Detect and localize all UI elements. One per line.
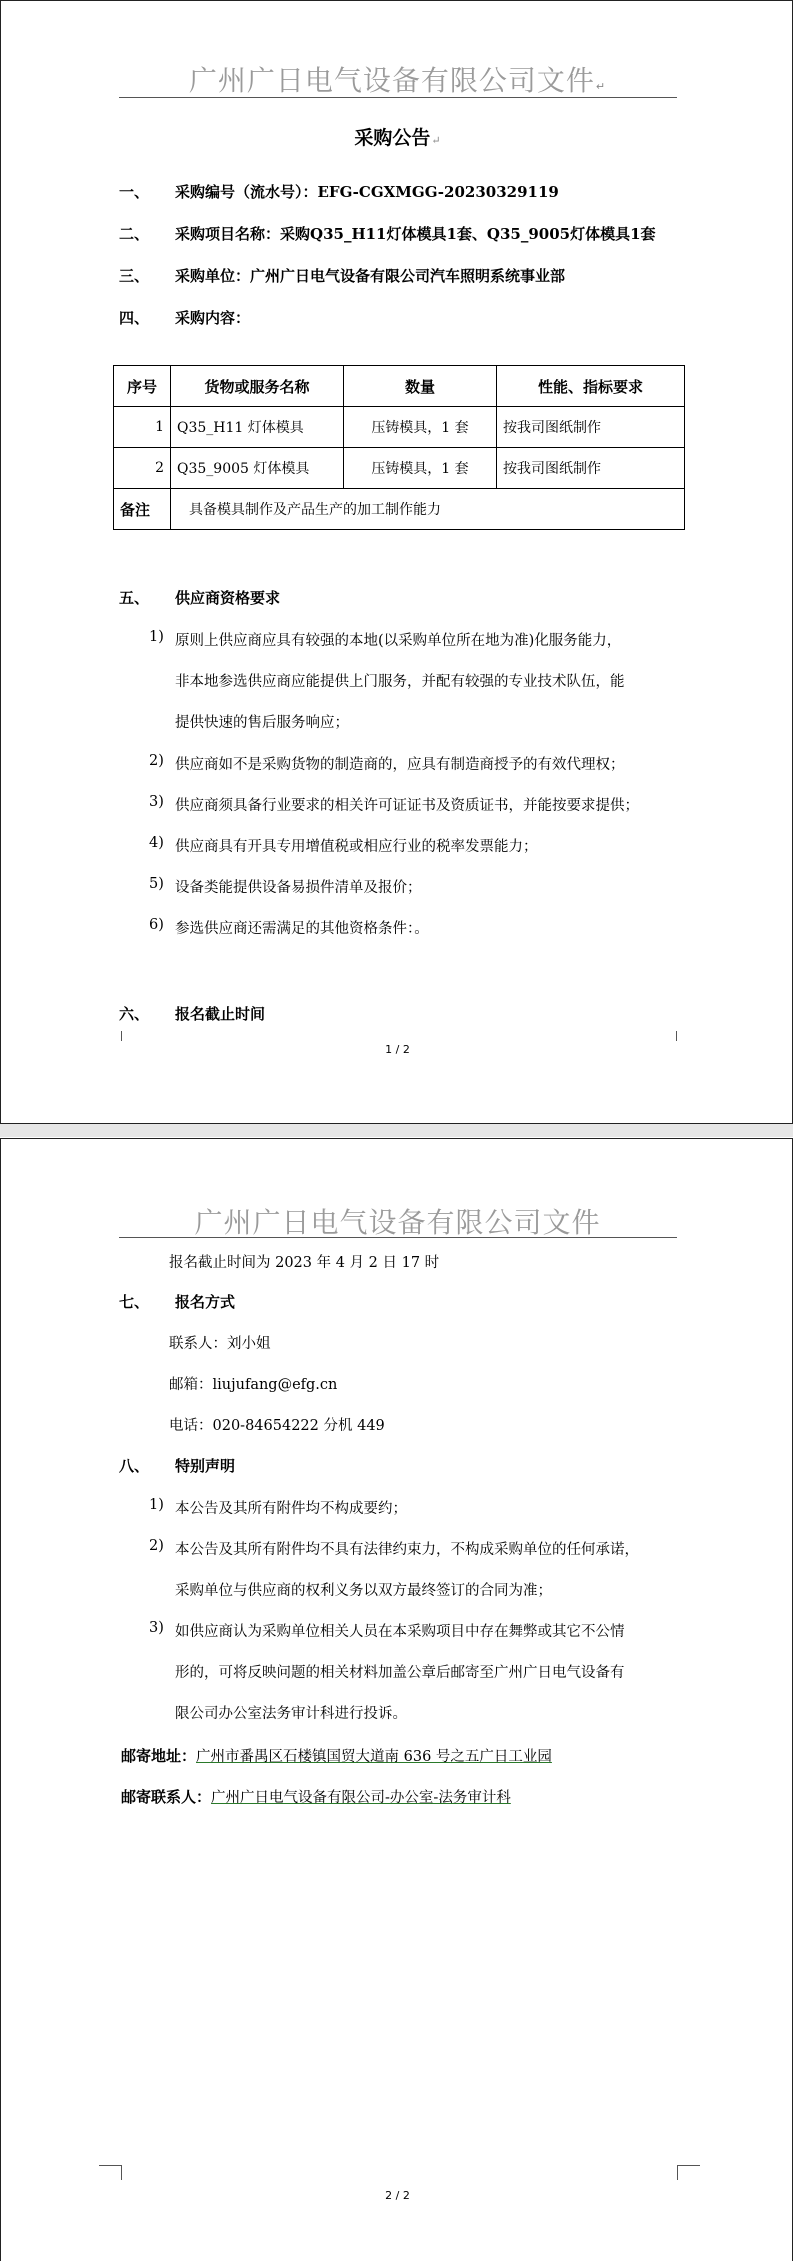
page-2 — [0, 1138, 793, 2261]
table-cell: Q35_H11 灯体模具 — [171, 407, 344, 448]
table-cell: Q35_9005 灯体模具 — [171, 448, 344, 489]
statement-text: 本公告及其所有附件均不构成要约； — [175, 1501, 407, 1517]
contact-person: 联系人：刘小姐 — [169, 1336, 271, 1352]
statement-text: 形的，可将反映问题的相关材料加盖公章后邮寄至广州广日电气设备有 — [175, 1665, 625, 1681]
table-cell: 1 — [114, 407, 171, 448]
remark-text: 具备模具制作及产品生产的加工制作能力 — [171, 489, 685, 530]
procurement-table — [113, 365, 685, 530]
deadline-text: 报名截止时间为 2023 年 4 月 2 日 17 时 — [169, 1255, 440, 1271]
requirement-number: 1) — [149, 629, 164, 645]
company-header: 广州广日电气设备有限公司文件 — [194, 1206, 601, 1239]
mail-address: 邮寄地址：广州市番禺区石楼镇国贸大道南 636 号之五广日工业园 — [121, 1747, 552, 1765]
table-header: 数量 — [344, 366, 497, 407]
section-7: 七、 报名方式 — [119, 1293, 236, 1311]
table-cell: 按我司图纸制作 — [497, 407, 685, 448]
statement-number: 2) — [149, 1538, 164, 1554]
table-row — [114, 407, 685, 448]
table-cell: 压铸模具，1 套 — [344, 448, 497, 489]
section-8: 八、 特别声明 — [119, 1457, 236, 1475]
table-row — [114, 448, 685, 489]
crop-mark — [676, 1031, 699, 1041]
table-header-row — [114, 366, 685, 407]
table-cell: 压铸模具，1 套 — [344, 407, 497, 448]
crop-mark — [99, 2165, 122, 2180]
statement-number: 1) — [149, 1497, 164, 1513]
requirement-text: 供应商如不是采购货物的制造商的，应具有制造商授予的有效代理权； — [175, 757, 625, 773]
crop-mark — [677, 2165, 700, 2180]
table-cell: 按我司图纸制作 — [497, 448, 685, 489]
statement-text: 本公告及其所有附件均不具有法律约束力，不构成采购单位的任何承诺， — [175, 1542, 639, 1558]
requirement-number: 2) — [149, 753, 164, 769]
requirement-text: 参选供应商还需满足的其他资格条件：。 — [175, 921, 429, 937]
requirement-number: 5) — [149, 876, 164, 892]
statement-number: 3) — [149, 1620, 164, 1636]
table-header: 性能、指标要求 — [497, 366, 685, 407]
section-5: 五、 供应商资格要求 — [119, 589, 281, 607]
section-3: 三、 采购单位：广州广日电气设备有限公司汽车照明系统事业部 — [119, 267, 566, 285]
page-number: 1 / 2 — [385, 1043, 410, 1056]
requirement-number: 6) — [149, 917, 164, 933]
requirement-text: 原则上供应商应具有较强的本地(以采购单位所在地为准)化服务能力， — [175, 633, 622, 649]
table-remark-row — [114, 489, 685, 530]
page-number: 2 / 2 — [385, 2189, 410, 2202]
table-header: 序号 — [114, 366, 171, 407]
statement-text: 采购单位与供应商的权利义务以双方最终签订的合同为准； — [175, 1583, 552, 1599]
remark-label: 备注 — [114, 489, 171, 530]
section-6: 六、 报名截止时间 — [119, 1005, 266, 1023]
requirement-number: 3) — [149, 794, 164, 810]
crop-mark — [121, 1031, 144, 1041]
requirement-number: 4) — [149, 835, 164, 851]
section-1: 一、 采购编号（流水号）：EFG-CGXMGG-20230329119 — [119, 183, 559, 201]
statement-text: 限公司办公室法务审计科进行投诉。 — [175, 1706, 407, 1722]
header-rule — [119, 1237, 677, 1238]
requirement-text: 提供快速的售后服务响应； — [175, 715, 349, 731]
document-title: 采购公告↵ — [354, 127, 441, 149]
section-2: 二、 采购项目名称：采购Q35_H11灯体模具1套、Q35_9005灯体模具1套 — [119, 225, 656, 243]
table-header: 货物或服务名称 — [171, 366, 344, 407]
requirement-text: 设备类能提供设备易损件清单及报价； — [175, 880, 422, 896]
company-header: 广州广日电气设备有限公司文件↵ — [188, 64, 607, 97]
page-gap — [0, 1124, 793, 1137]
table-cell: 2 — [114, 448, 171, 489]
header-rule — [119, 97, 677, 98]
statement-text: 如供应商认为采购单位相关人员在本采购项目中存在舞弊或其它不公情 — [175, 1624, 625, 1640]
mail-contact: 邮寄联系人：广州广日电气设备有限公司-办公室-法务审计科 — [121, 1788, 511, 1806]
contact-phone: 电话：020-84654222 分机 449 — [169, 1418, 385, 1434]
page-1 — [0, 0, 793, 1124]
requirement-text: 非本地参选供应商应能提供上门服务，并配有较强的专业技术队伍，能 — [175, 674, 625, 690]
contact-email: 邮箱：liujufang@efg.cn — [169, 1377, 338, 1393]
section-4: 四、 采购内容： — [119, 309, 251, 327]
requirement-text: 供应商具有开具专用增值税或相应行业的税率发票能力； — [175, 839, 538, 855]
requirement-text: 供应商须具备行业要求的相关许可证证书及资质证书，并能按要求提供； — [175, 798, 639, 814]
